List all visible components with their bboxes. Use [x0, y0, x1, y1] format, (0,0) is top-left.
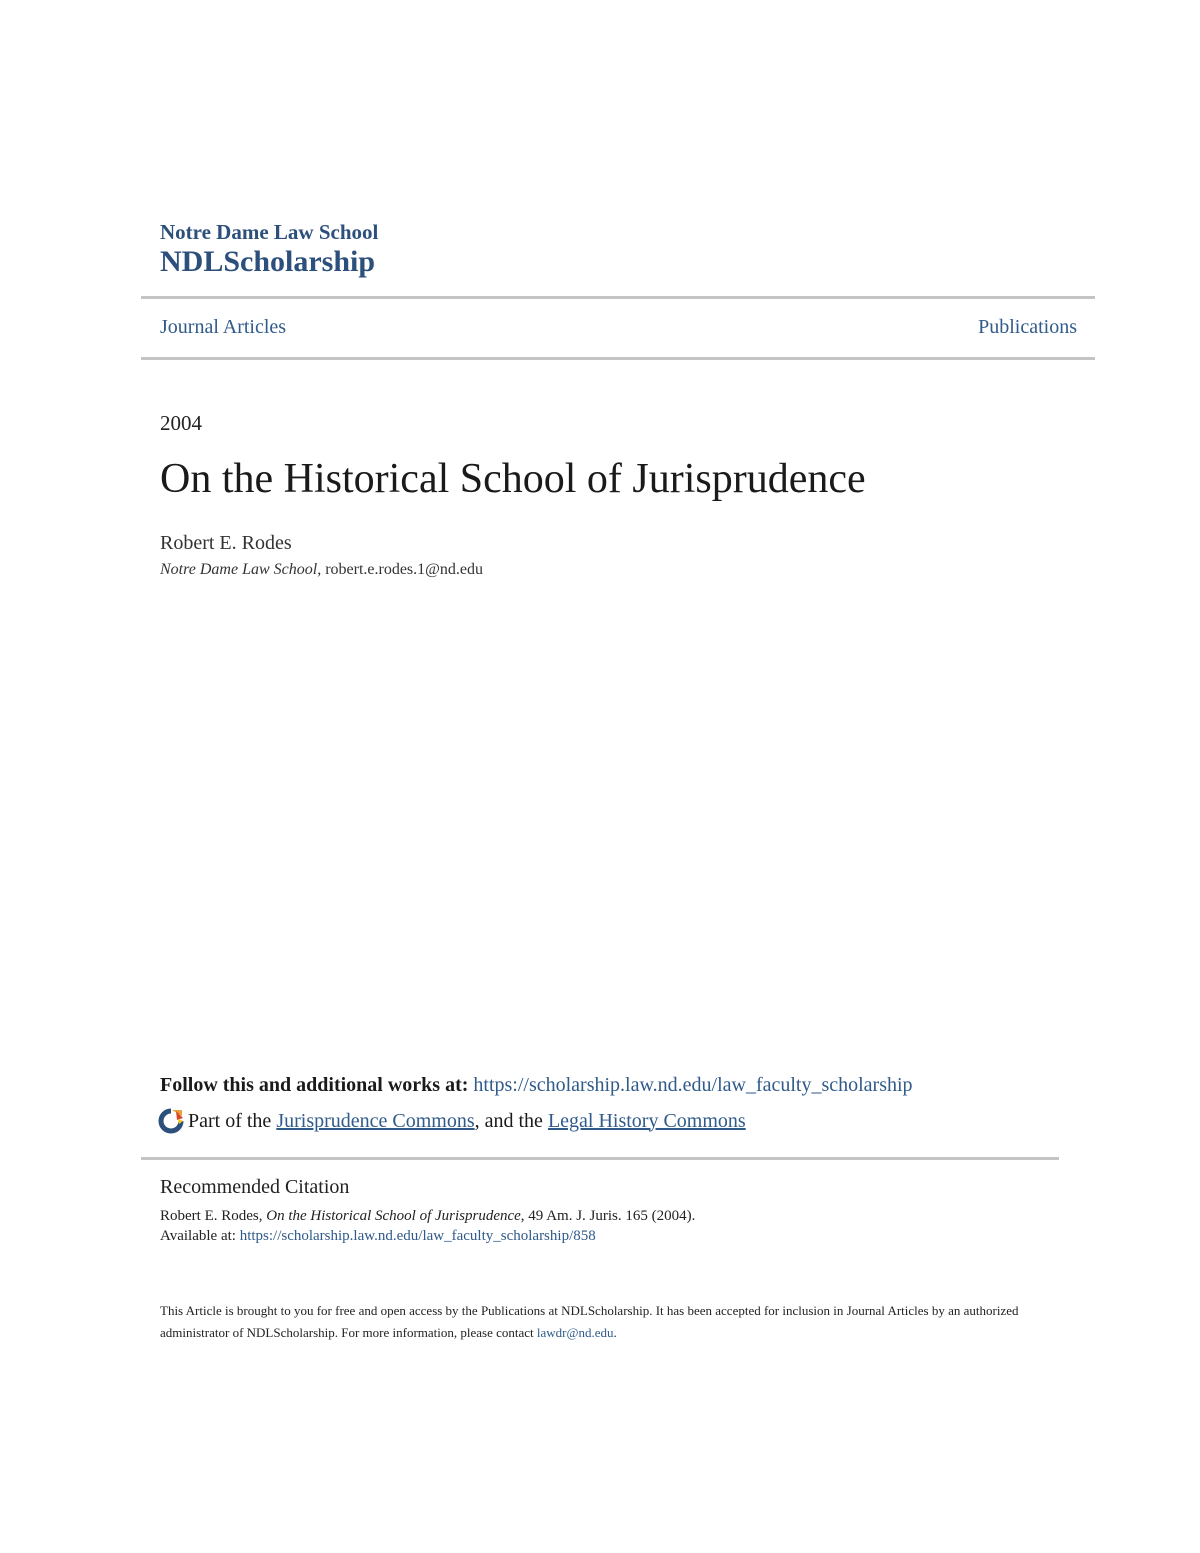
publications-link[interactable]: Publications [978, 316, 1077, 338]
legal-history-commons-link[interactable]: Legal History Commons [547, 1109, 746, 1132]
citation-rest: , 49 Am. J. Juris. 165 (2004). [520, 1208, 696, 1224]
citation-title: On the Historical School of Jurisprudence [266, 1208, 521, 1224]
available-url-link[interactable]: https://scholarship.law.nd.edu/law_faculty_scholarship/858 [239, 1228, 596, 1244]
institution-name[interactable]: Notre Dame Law School [160, 220, 379, 244]
header-divider-top [141, 296, 1095, 299]
header-divider-bottom [141, 357, 1095, 360]
part-of-middle: , and the [474, 1109, 548, 1132]
affiliation-institution: Notre Dame Law School [160, 561, 318, 578]
author-name: Robert E. Rodes [160, 532, 292, 554]
citation-text [160, 1208, 695, 1225]
available-label: Available at: [160, 1228, 240, 1244]
contact-email-link[interactable]: lawdr@nd.edu [536, 1325, 614, 1340]
notice-end: . [613, 1325, 617, 1340]
journal-articles-link[interactable]: Journal Articles [160, 316, 287, 338]
part-of-prefix: Part of the [188, 1109, 277, 1132]
publication-year: 2004 [160, 411, 202, 435]
access-notice [160, 1300, 1040, 1344]
follow-line [160, 1074, 913, 1097]
repository-name[interactable]: NDLScholarship [160, 245, 376, 278]
follow-url-link[interactable]: https://scholarship.law.nd.edu/law_faculty_scholarship [473, 1074, 913, 1096]
citation-divider [141, 1157, 1059, 1160]
citation-author: Robert E. Rodes, [160, 1208, 267, 1224]
available-at-line [160, 1228, 596, 1245]
part-of-line [158, 1108, 746, 1134]
affiliation-email: , robert.e.rodes.1@nd.edu [317, 561, 483, 578]
author-affiliation [160, 561, 483, 579]
bepress-commons-icon [158, 1108, 184, 1134]
article-title: On the Historical School of Jurisprudence [160, 456, 866, 502]
notice-text: This Article is brought to you for free and open access by the Publications at NDLScholarship. It has been accepted for inclusion in Journal Articles by an authorized administrator of NDLScholarship. For more information, please contact [160, 1303, 1019, 1340]
follow-label: Follow this and additional works at: [160, 1074, 474, 1096]
jurisprudence-commons-link[interactable]: Jurisprudence Commons [276, 1109, 475, 1132]
recommended-citation-heading: Recommended Citation [160, 1176, 350, 1198]
